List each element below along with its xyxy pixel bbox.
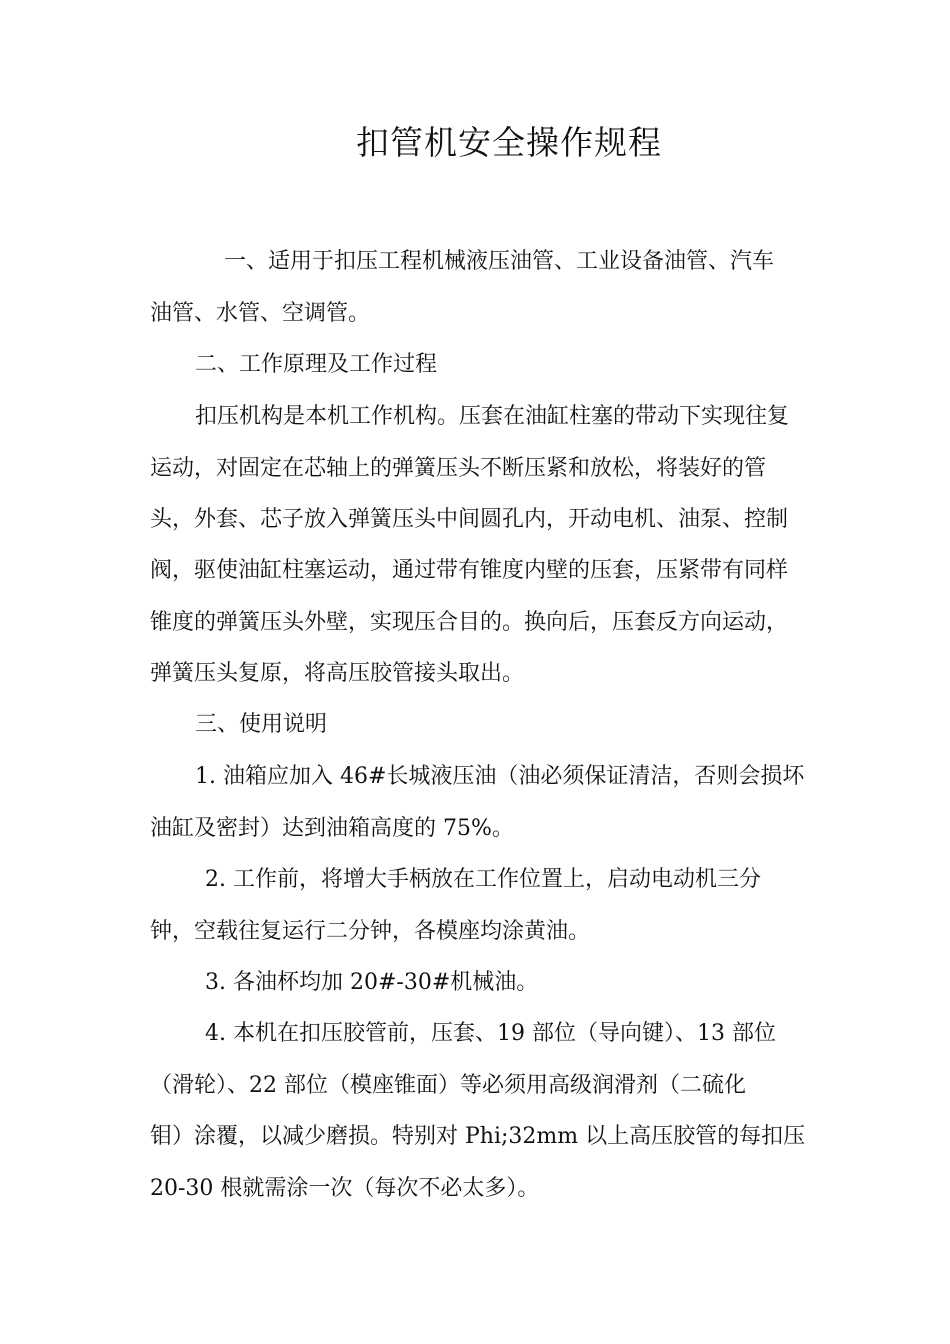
list-item-line: 20-30 根就需涂一次（每次不必太多）。 [150, 1176, 540, 1201]
list-item-line: 3. 各油杯均加 20#-30#机械油。 [205, 970, 539, 995]
section-heading: 二、工作原理及工作过程 [195, 352, 438, 377]
list-item-line: 钟，空载往复运行二分钟，各模座均涂黄油。 [150, 919, 591, 944]
list-item-line: 1. 油箱应加入 46#长城液压油（油必须保证清洁，否则会损坏 [195, 764, 805, 789]
list-item-line: 钼）涂覆，以减少磨损。特别对 Phi;32mm 以上高压胶管的每扣压 [150, 1124, 806, 1149]
paragraph-line: 运动，对固定在芯轴上的弹簧压头不断压紧和放松，将装好的管 [150, 456, 767, 481]
paragraph-line: 阀，驱使油缸柱塞运动，通过带有锥度内壁的压套，压紧带有同样 [150, 558, 789, 583]
list-item-line: （滑轮）、22 部位（模座锥面）等必须用高级润滑剂（二硫化 [150, 1073, 746, 1098]
paragraph-line: 弹簧压头复原，将高压胶管接头取出。 [150, 661, 525, 686]
list-item-line: 4. 本机在扣压胶管前，压套、19 部位（导向键）、13 部位 [205, 1021, 776, 1046]
list-item-line: 2. 工作前，将增大手柄放在工作位置上，启动电动机三分 [205, 867, 761, 892]
paragraph-line: 油管、水管、空调管。 [150, 301, 371, 326]
section-heading: 三、使用说明 [195, 712, 328, 737]
paragraph-line: 锥度的弹簧压头外壁，实现压合目的。换向后，压套反方向运动， [150, 610, 789, 635]
paragraph-line: 扣压机构是本机工作机构。压套在油缸柱塞的带动下实现往复 [195, 404, 790, 429]
paragraph-line: 一、适用于扣压工程机械液压油管、工业设备油管、汽车 [224, 249, 775, 274]
document-title: 扣管机安全操作规程 [356, 123, 662, 162]
list-item-line: 油缸及密封）达到油箱高度的 75%。 [150, 816, 514, 841]
paragraph-line: 头，外套、芯子放入弹簧压头中间圆孔内，开动电机、油泵、控制 [150, 507, 789, 532]
